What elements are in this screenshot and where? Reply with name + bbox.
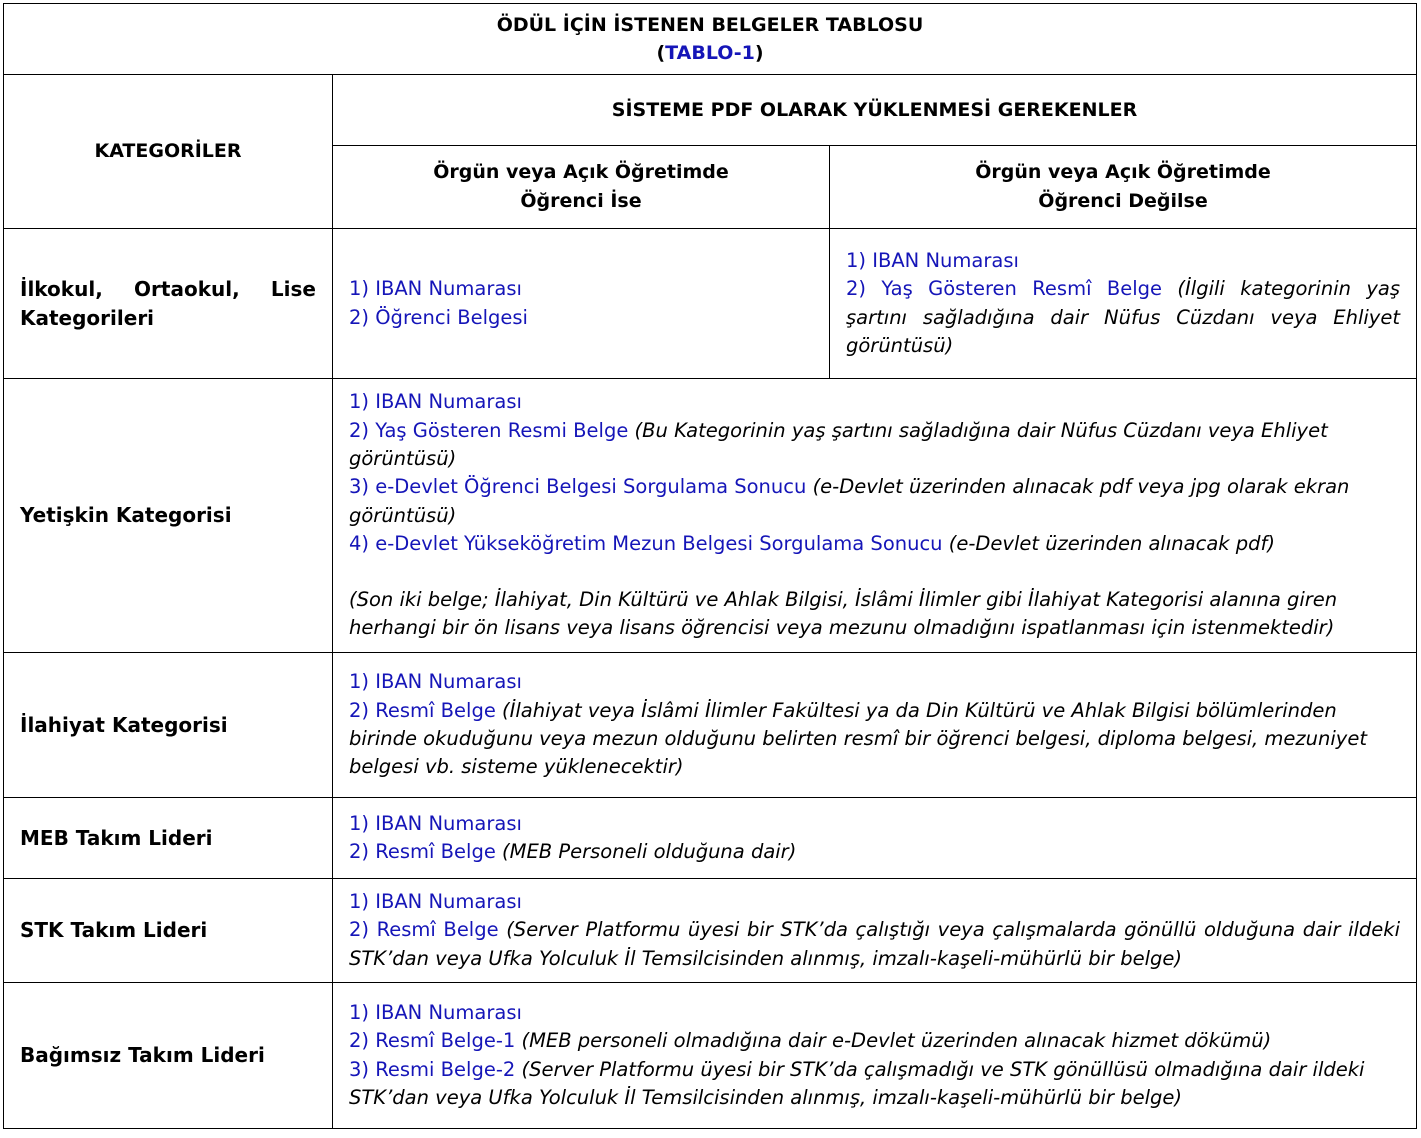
doc-item: 1) IBAN Numarası	[349, 277, 522, 301]
title-line-1: ÖDÜL İÇİN İSTENEN BELGELER TABLOSU	[496, 14, 924, 36]
doc-note: (Bu Kategorinin yaş şartını sağladığına dair Nüfus Cüzdanı veya Ehliyet görüntüsü)	[349, 418, 1328, 470]
doc-item: 1) IBAN Numarası	[349, 890, 522, 914]
category-cell: Yetişkin Kategorisi	[4, 379, 333, 653]
doc-note: (İlgili kategorinin yaş şartını sağladığına dair Nüfus Cüzdanı veya Ehliyet görüntüsü)	[846, 277, 1400, 357]
documents-table	[3, 3, 1417, 1129]
doc-item: 1) IBAN Numarası	[349, 390, 522, 414]
category-cell: MEB Takım Lideri	[4, 798, 333, 879]
doc-line	[349, 668, 1400, 696]
doc-note: (MEB Personeli olduğuna dair)	[502, 840, 797, 863]
header-nonstudent-line-1: Örgün veya Açık Öğretimde	[975, 161, 1271, 183]
doc-item: 1) IBAN Numarası	[349, 811, 522, 835]
table-row	[4, 798, 1417, 879]
doc-item: 2) Yaş Gösteren Resmî Belge	[846, 277, 1163, 301]
doc-item: 4) e-Devlet Yükseköğretim Mezun Belgesi Sorgulama Sonucu	[349, 531, 943, 555]
doc-item: 1) IBAN Numarası	[846, 248, 1019, 272]
header-categories: KATEGORİLER	[4, 75, 333, 229]
table-row	[4, 879, 1417, 983]
table-row	[4, 653, 1417, 798]
category-cell: İlkokul, Ortaokul, Lise Kategorileri	[4, 229, 333, 379]
docs-cell	[333, 379, 1417, 653]
docs-cell	[333, 798, 1417, 879]
category-cell: STK Takım Lideri	[4, 879, 333, 983]
doc-item: 2) Öğrenci Belgesi	[349, 305, 528, 329]
doc-note: (e-Devlet üzerinden alınacak pdf veya jpg olarak ekran görüntüsü)	[349, 475, 1350, 527]
doc-note: (e-Devlet üzerinden alınacak pdf)	[948, 531, 1276, 555]
paren-open: (	[656, 42, 666, 64]
doc-item: 2) Resmî Belge-1	[349, 1029, 516, 1053]
header-nonstudent	[830, 146, 1417, 229]
doc-line	[349, 697, 1400, 782]
footnote: (Son iki belge; İlahiyat, Din Kültürü ve Ahlak Bilgisi, İslâmi İlimler gibi İlahiyat Kategorisi alanına giren herhangi bir ön lisans veya lisans öğrencisi veya mezunu olmadığını ispatlanması için istenmektedir)	[349, 588, 1338, 640]
docs-cell	[333, 879, 1417, 983]
table-ref: TABLO-1	[665, 42, 755, 64]
doc-line	[349, 417, 1400, 474]
table-row	[4, 983, 1417, 1129]
header-row-1	[4, 75, 1417, 146]
doc-item: 2) Yaş Gösteren Resmi Belge	[349, 418, 629, 442]
doc-item: 3) Resmi Belge-2	[349, 1057, 516, 1081]
doc-note: (Server Platformu üyesi bir STK’da çalışmadığı ve STK gönüllüsü olmadığına dair ildeki STK’dan veya Ufka Yolculuk İl Temsilcisinden alınmış, imzalı-kaşeli-mühürlü bir belge)	[349, 1057, 1365, 1109]
doc-line	[349, 388, 1400, 416]
doc-note: (MEB personeli olmadığına dair e-Devlet üzerinden alınacak hizmet dökümü)	[521, 1029, 1272, 1053]
doc-item: 1) IBAN Numarası	[349, 670, 522, 694]
doc-line	[349, 916, 1400, 973]
doc-line	[349, 888, 1400, 916]
header-student-line-1: Örgün veya Açık Öğretimde	[433, 161, 729, 183]
doc-line	[349, 838, 1400, 866]
doc-line	[349, 304, 813, 332]
header-nonstudent-line-2: Öğrenci Değilse	[1038, 190, 1208, 212]
nonstudent-docs-cell	[830, 229, 1417, 379]
table-row	[4, 229, 1417, 379]
doc-item: 1) IBAN Numarası	[349, 1000, 522, 1024]
category-cell: İlahiyat Kategorisi	[4, 653, 333, 798]
doc-line	[349, 530, 1400, 558]
doc-note: (İlahiyat veya İslâmi İlimler Fakültesi ya da Din Kültürü ve Ahlak Bilgisi bölümlerinden birinde okuduğunu veya mezun olduğunu belirten resmî bir öğrenci belgesi, diploma belgesi, mezuniyet belgesi vb. sisteme yüklenecektir)	[349, 698, 1367, 779]
paren-close: )	[754, 42, 764, 64]
student-docs-cell	[333, 229, 830, 379]
table-title	[4, 4, 1417, 75]
docs-cell	[333, 983, 1417, 1129]
doc-line	[349, 275, 813, 303]
header-pdf-required: SİSTEME PDF OLARAK YÜKLENMESİ GEREKENLER	[333, 75, 1417, 146]
doc-item: 3) e-Devlet Öğrenci Belgesi Sorgulama Sonucu	[349, 475, 807, 499]
docs-cell	[333, 653, 1417, 798]
doc-line	[349, 1027, 1400, 1055]
header-student-line-2: Öğrenci İse	[520, 190, 642, 212]
doc-line	[349, 810, 1400, 838]
title-row	[4, 4, 1417, 75]
table-row	[4, 379, 1417, 653]
doc-line	[349, 1056, 1400, 1113]
doc-line	[349, 473, 1400, 530]
doc-item: 2) Resmî Belge	[349, 918, 499, 942]
doc-line	[846, 275, 1400, 360]
doc-line	[846, 247, 1400, 275]
doc-note: (Server Platformu üyesi bir STK’da çalıştığı veya çalışmalarda gönüllü olduğuna dair ildeki STK’dan veya Ufka Yolculuk İl Temsilcisinden alınmış, imzalı-kaşeli-mühürlü bir belge)	[349, 918, 1400, 970]
title-line-2	[20, 39, 1400, 67]
spacer	[349, 558, 1400, 586]
category-cell: Bağımsız Takım Lideri	[4, 983, 333, 1129]
header-student	[333, 146, 830, 229]
doc-item: 2) Resmî Belge	[349, 840, 496, 863]
doc-item: 2) Resmî Belge	[349, 698, 496, 722]
doc-line	[349, 999, 1400, 1027]
